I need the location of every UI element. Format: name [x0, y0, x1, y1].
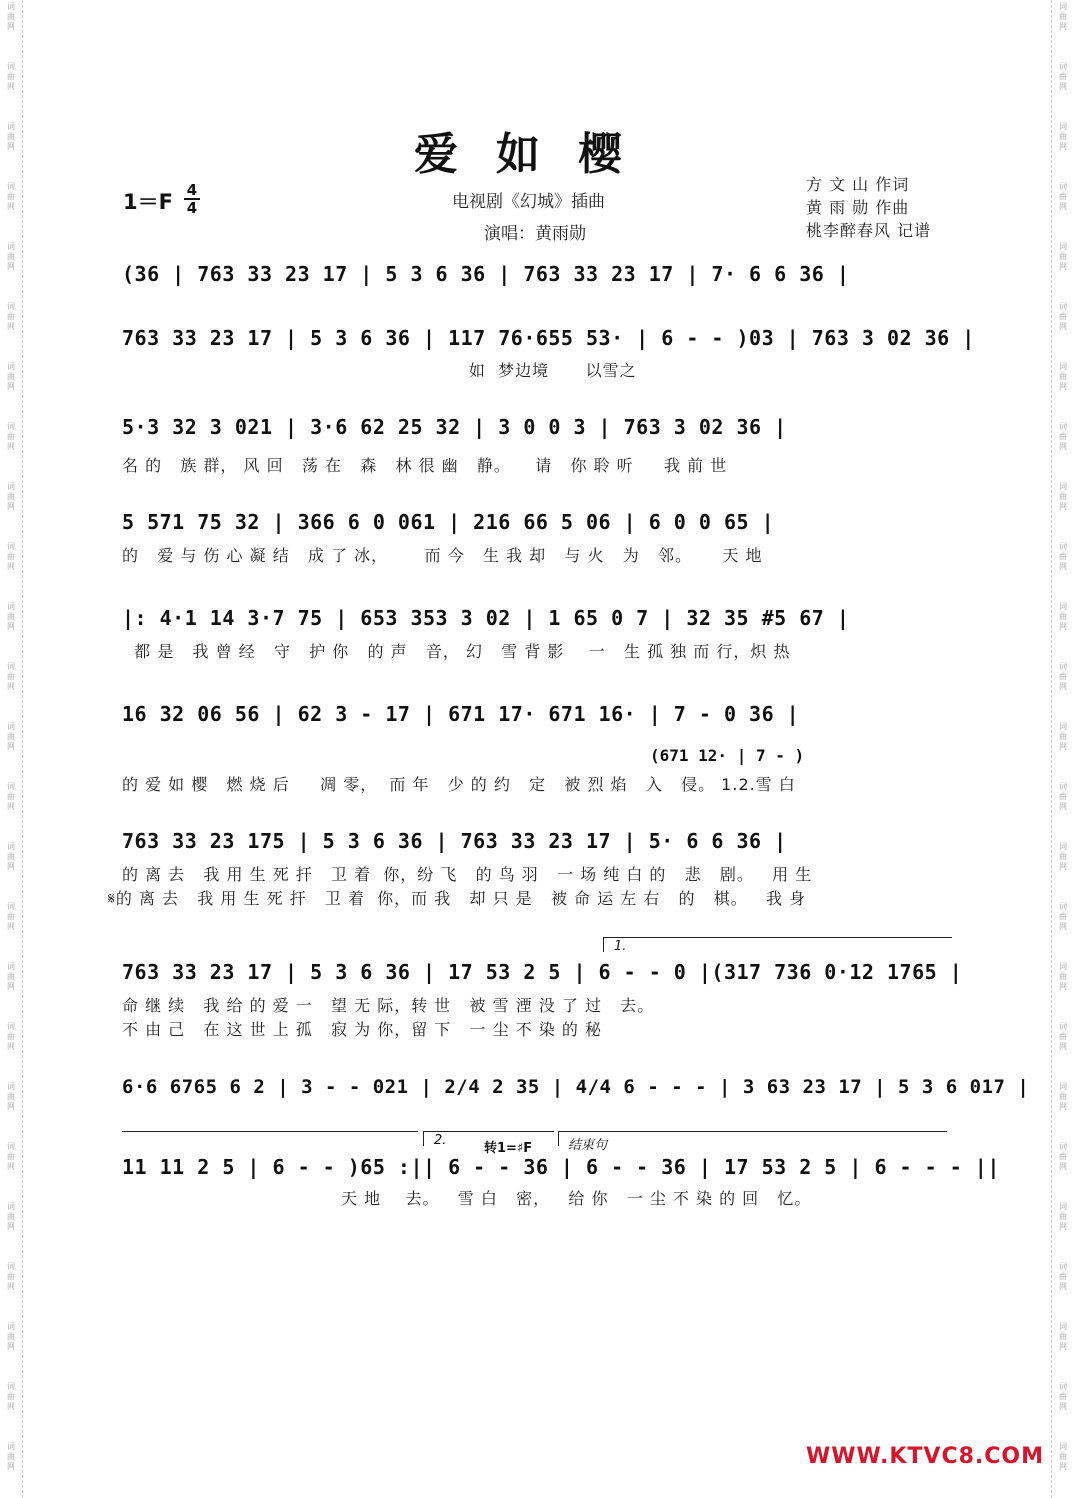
side-watermark-mark: 词 曲 网 [1059, 62, 1067, 91]
modulation-mark: 转1=♯F [484, 1141, 533, 1156]
side-watermark-mark: 词 曲 网 [7, 602, 15, 631]
volta-1-continuation [122, 1131, 418, 1132]
notation-line-9: 6·6 6765 6 2 | 3 - - 021 | 2/4 2 35 | 4/4 6 - - - | 3 63 23 17 | 5 3 6 017 | [122, 1076, 1030, 1098]
notation-line-1: (36 | 763 33 23 17 | 5 3 6 36 | 763 33 23 17 | 7· 6 6 36 | [122, 262, 850, 286]
side-watermark-mark: 词 曲 网 [1059, 842, 1067, 871]
notation-line-7: 763 33 23 175 | 5 3 6 36 | 763 33 23 17 | 5· 6 6 36 | [122, 829, 787, 853]
side-watermark-mark: 词 曲 网 [7, 122, 15, 151]
ending-bracket [558, 1131, 947, 1146]
composer-credit: 黄 雨 勋 作曲 [806, 198, 910, 217]
side-watermark-mark: 词 曲 网 [1059, 1022, 1067, 1051]
side-watermark-mark: 词 曲 网 [7, 902, 15, 931]
lyric-line-7a: 的 离 去 我 用 生 死 扞 卫 着 你，纷 飞 的 鸟 羽 一 场 纯 白 的 悲 剧。 用 生 [122, 865, 813, 884]
side-watermark-mark: 词 曲 网 [1059, 662, 1067, 691]
side-watermark-mark: 词 曲 网 [7, 1322, 15, 1351]
lyric-line-8b: 不 由 己 在 这 世 上 孤 寂 为 你，留 下 一 尘 不 染 的 秘 [122, 1020, 602, 1039]
side-watermark-mark: 词 曲 网 [1059, 902, 1067, 931]
lyric-line-8a: 命 继 续 我 给 的 爱 一 望 无 际，转 世 被 雪 湮 没 了 过 去。 [122, 996, 655, 1015]
lyric-line-2: 如 梦边境 以雪之 [122, 361, 637, 380]
side-watermark-mark: 词 曲 网 [1059, 302, 1067, 331]
side-watermark-mark: 词 曲 网 [7, 1022, 15, 1051]
side-watermark-mark: 词 曲 网 [7, 1262, 15, 1291]
time-signature-top: 4 [186, 181, 198, 199]
side-watermark-mark: 词 曲 网 [1059, 422, 1067, 451]
volta-1-label: 1. [614, 939, 627, 954]
time-signature [184, 183, 200, 215]
side-watermark-mark: 词 曲 网 [7, 242, 15, 271]
side-watermark-mark: 词 曲 网 [1059, 962, 1067, 991]
side-watermark-mark: 词 曲 网 [1059, 722, 1067, 751]
notation-line-2: 763 33 23 17 | 5 3 6 36 | 117 76·655 53· | 6 - - )03 | 763 3 02 36 | [122, 326, 975, 350]
left-watermark-strip [0, 0, 23, 1498]
side-watermark-mark: 词 曲 网 [7, 1382, 15, 1411]
side-watermark-mark: 词 曲 网 [7, 182, 15, 211]
side-watermark-mark: 词 曲 网 [7, 2, 15, 31]
side-watermark-mark: 词 曲 网 [7, 1142, 15, 1171]
side-watermark-mark: 词 曲 网 [7, 1082, 15, 1111]
subtitle: 电视剧《幻城》插曲 [452, 192, 605, 212]
side-watermark-mark: 词 曲 网 [7, 362, 15, 391]
side-watermark-mark: 词 曲 网 [1059, 1082, 1067, 1111]
side-watermark-mark: 词 曲 网 [1059, 1202, 1067, 1231]
side-watermark-mark: 词 曲 网 [1059, 1322, 1067, 1351]
side-watermark-mark: 词 曲 网 [7, 422, 15, 451]
lyricist-credit: 方 文 山 作词 [806, 175, 910, 194]
lyric-line-6: 的 爱 如 樱 燃 烧 后 凋 零， 而 年 少 的 约 定 被 烈 焰 入 侵。 1.2.雪 白 [122, 775, 796, 794]
side-watermark-mark: 词 曲 网 [1059, 122, 1067, 151]
volta-1-bracket [603, 937, 952, 952]
volta-2-label: 2. [434, 1133, 447, 1148]
site-watermark: WWW.KTVC8.COM [806, 1444, 1044, 1469]
lyric-line-5: 都 是 我 曾 经 守 护 你 的 声 音， 幻 雪 背 影 一 生 孤 独 而 行，炽 热 [122, 642, 791, 661]
side-watermark-mark: 词 曲 网 [1059, 482, 1067, 511]
side-watermark-mark: 词 曲 网 [1059, 362, 1067, 391]
right-watermark-strip [1051, 0, 1074, 1498]
side-watermark-mark: 词 曲 网 [1059, 782, 1067, 811]
side-watermark-mark: 词 曲 网 [1059, 602, 1067, 631]
alternate-notes: (671 12· | 7 - ) [650, 746, 805, 765]
notation-line-5: |: 4·1 14 3·7 75 | 653 353 3 02 | 1 65 0 7 | 32 35 #5 67 | [122, 606, 850, 630]
lyric-line-10: 天 地 去。 雪 白 密， 给 你 一 尘 不 染 的 回 忆。 [122, 1189, 812, 1208]
lyric-line-7b: 𝄋的 离 去 我 用 生 死 扞 卫 着 你，而 我 却 只 是 被 命 运 左 右 的 棋。 我 身 [108, 889, 807, 908]
notation-line-10: 11 11 2 5 | 6 - - )65 :|| 6 - - 36 | 6 - - 36 | 17 53 2 5 | 6 - - - || [122, 1155, 1000, 1179]
side-watermark-mark: 词 曲 网 [7, 1202, 15, 1231]
notation-line-3: 5·3 32 3 021 | 3·6 62 25 32 | 3 0 0 3 | 763 3 02 36 | [122, 415, 787, 439]
side-watermark-mark: 词 曲 网 [1059, 1142, 1067, 1171]
side-watermark-mark: 词 曲 网 [1059, 1442, 1067, 1471]
song-title: 爱如樱 [414, 129, 660, 180]
side-watermark-mark: 词 曲 网 [7, 542, 15, 571]
notation-line-6: 16 32 06 56 | 62 3 - 17 | 671 17· 671 16· | 7 - 0 36 | [122, 702, 800, 726]
ending-label: 结束句 [568, 1138, 608, 1153]
notation-line-8: 763 33 23 17 | 5 3 6 36 | 17 53 2 5 | 6 - - 0 |(317 736 0·12 1765 | [122, 960, 963, 984]
side-watermark-mark: 词 曲 网 [7, 1442, 15, 1471]
side-watermark-mark: 词 曲 网 [7, 722, 15, 751]
side-watermark-mark: 词 曲 网 [7, 782, 15, 811]
side-watermark-mark: 词 曲 网 [7, 302, 15, 331]
side-watermark-mark: 词 曲 网 [7, 62, 15, 91]
side-watermark-mark: 词 曲 网 [7, 962, 15, 991]
time-signature-bottom: 4 [186, 199, 198, 217]
lyric-line-3: 名 的 族 群， 风 回 荡 在 森 林 很 幽 静。 请 你 聆 听 我 前 世 [122, 456, 728, 475]
side-watermark-mark: 词 曲 网 [7, 842, 15, 871]
side-watermark-mark: 词 曲 网 [7, 662, 15, 691]
side-watermark-mark: 词 曲 网 [7, 482, 15, 511]
notation-line-4: 5 571 75 32 | 366 6 0 061 | 216 66 5 06 | 6 0 0 65 | [122, 510, 775, 534]
transcriber-credit: 桃李醉春风 记谱 [806, 221, 932, 240]
side-watermark-mark: 词 曲 网 [1059, 1262, 1067, 1291]
lyric-line-4: 的 爱 与 伤 心 凝 结 成 了 冰， 而 今 生 我 却 与 火 为 邻。 天 地 [122, 546, 763, 565]
side-watermark-mark: 词 曲 网 [1059, 2, 1067, 31]
side-watermark-mark: 词 曲 网 [1059, 1382, 1067, 1411]
side-watermark-mark: 词 曲 网 [1059, 542, 1067, 571]
side-watermark-mark: 词 曲 网 [1059, 242, 1067, 271]
key-signature: 1＝F [123, 190, 173, 214]
singer-credit: 演唱：黄雨勋 [484, 224, 586, 244]
side-watermark-mark: 词 曲 网 [1059, 182, 1067, 211]
